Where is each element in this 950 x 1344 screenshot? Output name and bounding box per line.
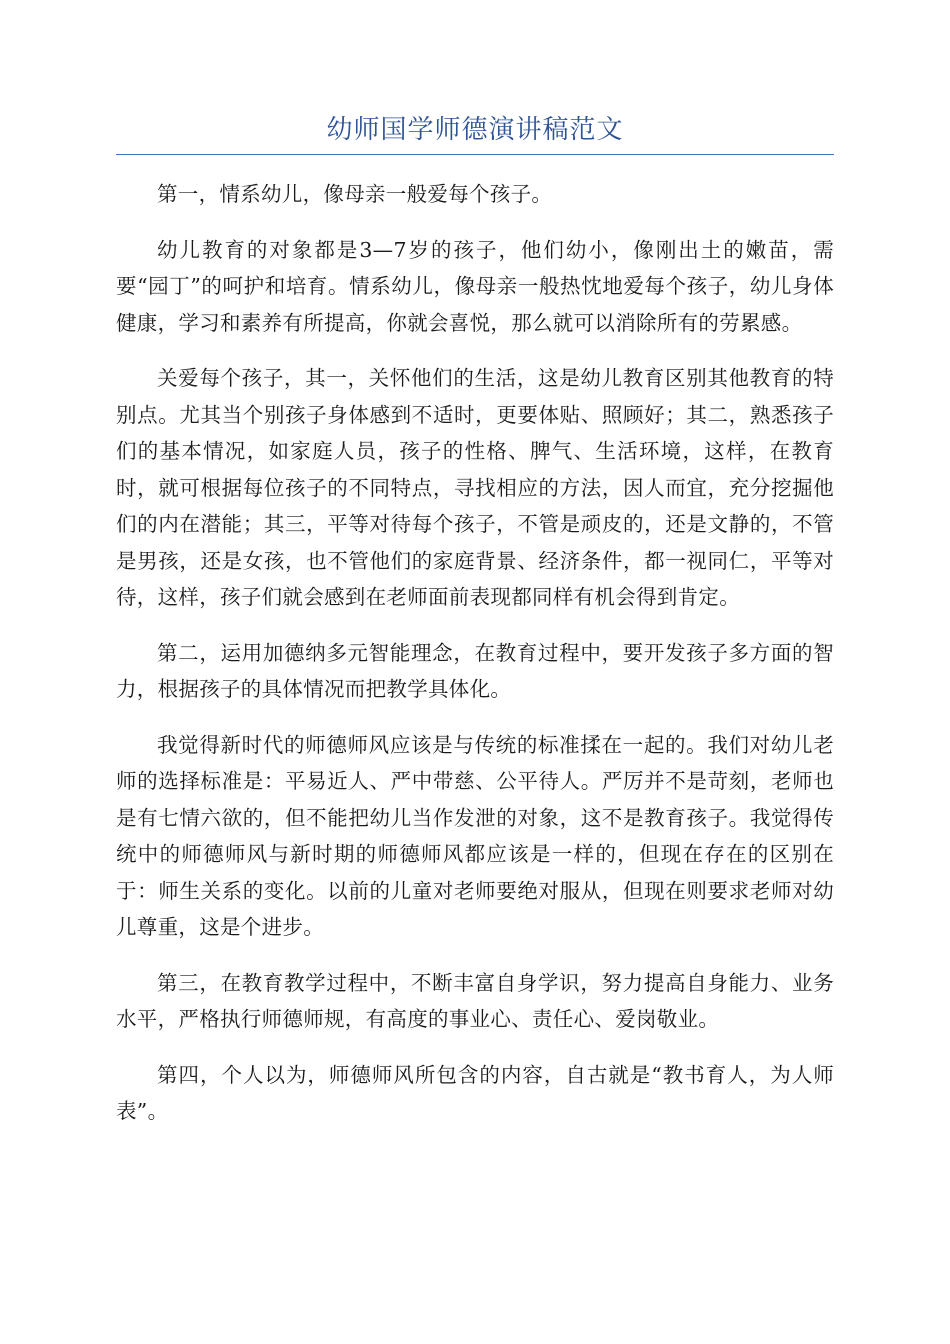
paragraph-1: 第一，情系幼儿，像母亲一般爱每个孩子。 bbox=[157, 182, 553, 206]
document-title: 幼师国学师德演讲稿范文 bbox=[326, 115, 624, 145]
paragraph-4: 第二，运用加德纳多元智能理念，在教育过程中，要开发孩子多方面的智力，根据孩子的具体情况而把教学具体化。 bbox=[116, 640, 834, 701]
paragraph-3: 关爱每个孩子，其一，关怀他们的生活，这是幼儿教育区别其他教育的特别点。尤其当个别孩子身体感到不适时，更要体贴、照顾好；其二，熟悉孩子们的基本情况，如家庭人员，孩子的性格、脾气、生活环境，这样，在教育时，就可根据每位孩子的不同特点，寻找相应的方法，因人而宜，充分挖掘他们的内在潜能；其三，平等对待每个孩子，不管是顽皮的，还是文静的，不管是男孩，还是女孩，也不管他们的家庭背景、经济条件，都一视同仁，平等对待，这样，孩子们就会感到在老师面前表现都同样有机会得到肯定。 bbox=[116, 366, 834, 609]
document-body bbox=[116, 176, 834, 1149]
paragraph-2: 幼儿教育的对象都是3—7岁的孩子，他们幼小，像刚出土的嫩苗，需要“园丁”的呵护和培育。情系幼儿，像母亲一般热忱地爱每个孩子，幼儿身体健康，学习和素养有所提高，你就会喜悦，那么就可以消除所有的劳累感。 bbox=[116, 237, 834, 335]
paragraph-7: 第四，个人以为，师德师风所包含的内容，自古就是“教书育人，为人师表”。 bbox=[116, 1062, 834, 1123]
paragraph-5: 我觉得新时代的师德师风应该是与传统的标准揉在一起的。我们对幼儿老师的选择标准是：平易近人、严中带慈、公平待人。严厉并不是苛刻，老师也是有七情六欲的，但不能把幼儿当作发泄的对象，这不是教育孩子。我觉得传统中的师德师风与新时期的师德师风都应该是一样的，但现在存在的区别在于：师生关系的变化。以前的儿童对老师要绝对服从，但现在则要求老师对幼儿尊重，这是个进步。 bbox=[116, 732, 834, 939]
paragraph-6: 第三，在教育教学过程中，不断丰富自身学识，努力提高自身能力、业务水平，严格执行师德师规，有高度的事业心、责任心、爱岗敬业。 bbox=[116, 970, 834, 1031]
title-underline-rule bbox=[116, 154, 834, 155]
